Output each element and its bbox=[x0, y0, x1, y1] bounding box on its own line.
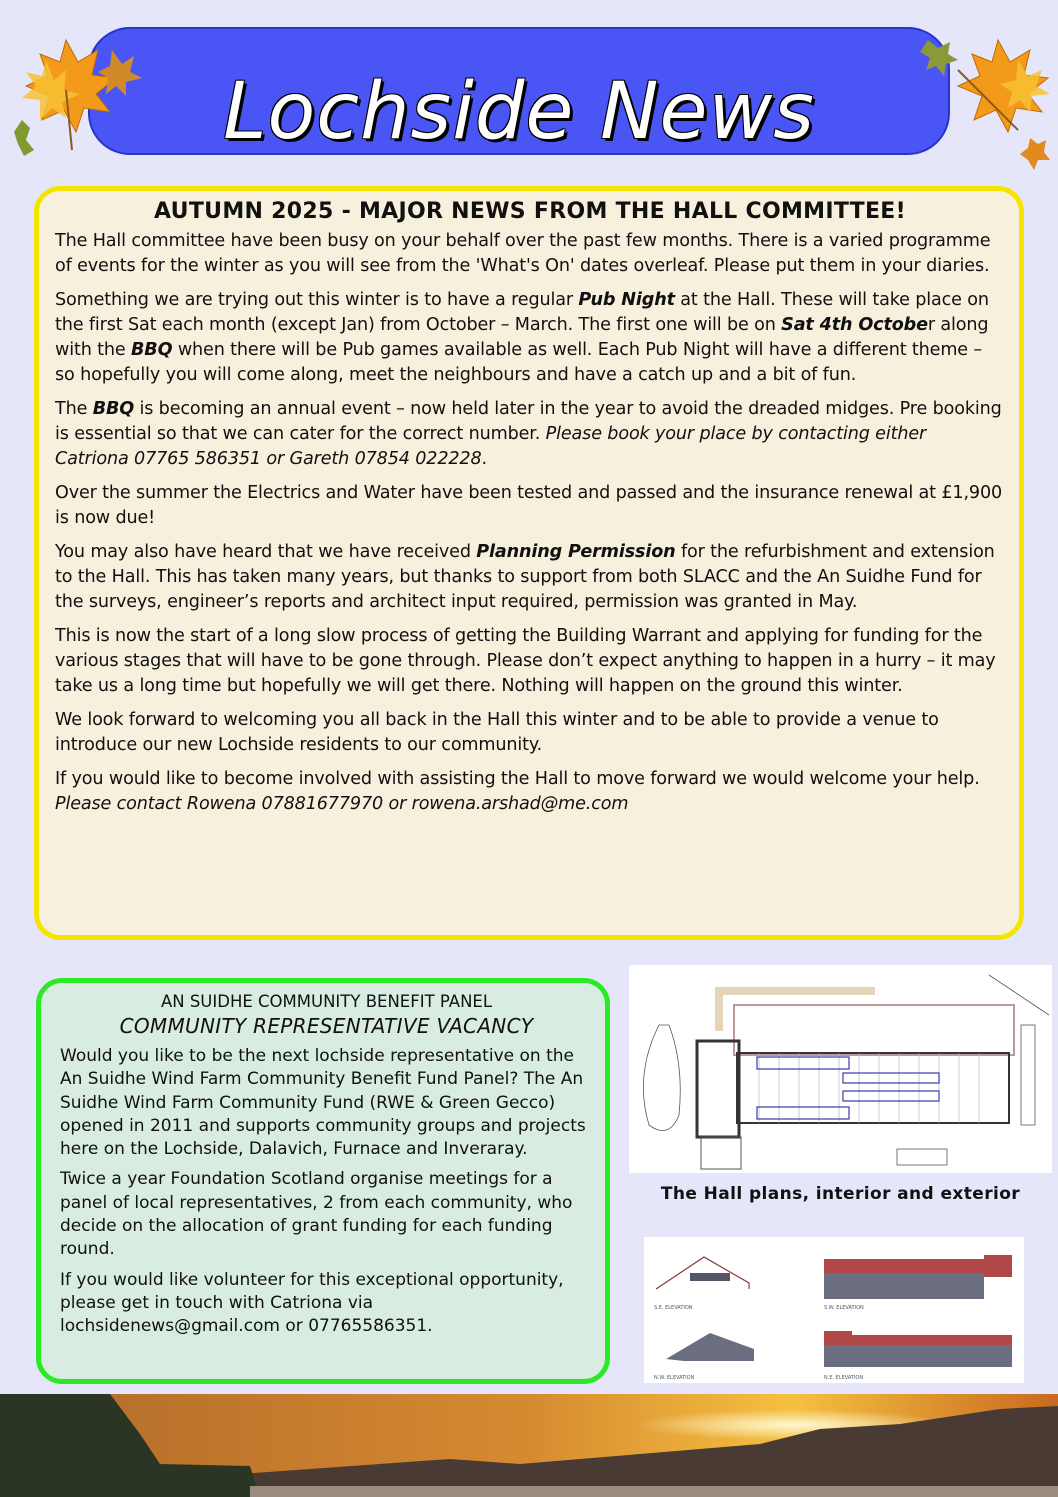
paragraph-text: Over the summer the Electrics and Water have been tested and passed and the insurance renewal at £1,900 is now due! bbox=[55, 483, 1003, 528]
paragraph-text: is becoming an annual event – now held later in the year to avoid the dreaded midges. Pre booking is essential so that we can cater for the correct number. bbox=[55, 399, 1002, 444]
paragraph-text: . bbox=[481, 449, 487, 469]
autumn-leaves-right-icon bbox=[918, 20, 1058, 170]
paragraph-text: when there will be Pub games available as well. Each Pub Night will have a different theme – so hopefully you will come along, meet the neighbours and have a catch up and a bit of fun. bbox=[55, 340, 983, 385]
article-paragraph-bbq bbox=[55, 397, 1005, 472]
paragraph-text: at the Hall. These will take place on the first Sat each month (except Jan) from October – March. The first one will be on bbox=[55, 290, 989, 335]
vacancy-title: AN SUIDHE COMMUNITY BENEFIT PANEL bbox=[160, 992, 493, 1011]
svg-text:S.W. ELEVATION: S.W. ELEVATION bbox=[824, 1305, 864, 1311]
paragraph-text: This is now the start of a long slow process of getting the Building Warrant and applying for funding for the various stages that will have to be gone through. Please don’t expect anything to happen in a hurry – it may take us a long time but hopefully we will get there. Nothing will happen on the ground this winter. bbox=[55, 626, 996, 696]
bbq-highlight: BBQ bbox=[92, 399, 135, 419]
svg-text:S.E. ELEVATION: S.E. ELEVATION bbox=[654, 1305, 693, 1311]
paragraph-text: The bbox=[55, 399, 93, 419]
planning-highlight: Planning Permission bbox=[476, 542, 676, 562]
paragraph-text: You may also have heard that we have received bbox=[55, 542, 477, 562]
paragraph-text: Something we are trying out this winter is to have a regular bbox=[55, 290, 579, 310]
paragraph-text: for the refurbishment and extension to the Hall. This has taken many years, but thanks to support from both SLACC and the An Suidhe Fund for the surveys, engineer’s reports and architect input required, permission was granted in May. bbox=[55, 542, 995, 612]
date-highlight: Sat 4th Octobe bbox=[781, 315, 928, 335]
main-article-heading: AUTUMN 2025 - MAJOR NEWS FROM THE HALL COMMITTEE! bbox=[154, 199, 906, 224]
booking-contact: Please book your place by contacting either Catriona 07765 586351 or Gareth 07854 022228 bbox=[55, 424, 927, 469]
article-paragraph bbox=[55, 708, 1005, 758]
article-paragraph bbox=[55, 624, 1005, 699]
vacancy-paragraph: Would you like to be the next lochside representative on the An Suidhe Wind Farm Community Benefit Fund Panel? The An Suidhe Wind Farm Community Fund (RWE & Green Gecco) opened in 2011 and supports community groups and projects here on the Lochside, Dalavich, Furnace and Inveraray. bbox=[60, 1046, 586, 1160]
vacancy-box bbox=[36, 978, 610, 1384]
paragraph-text: The Hall committee have been busy on your behalf over the past few months. There is a varied programme of events for the winter as you will see from the 'What's On' dates overleaf. Please put them in your diaries. bbox=[55, 231, 991, 276]
loch-sunset-photo bbox=[0, 1394, 1058, 1497]
sunset-landscape-icon bbox=[0, 1394, 1058, 1497]
article-paragraph-contact bbox=[55, 767, 1005, 817]
article-paragraph-pub-night bbox=[55, 288, 1005, 388]
paragraph-text: r along with the bbox=[55, 315, 989, 360]
article-paragraph bbox=[55, 481, 1005, 531]
pub-night-highlight: Pub Night bbox=[578, 290, 675, 310]
bbq-highlight: BBQ bbox=[131, 340, 173, 360]
plan-caption: The Hall plans, interior and exterior bbox=[660, 1184, 1021, 1204]
rowena-contact: Please contact Rowena 07881677970 or rowena.arshad@me.com bbox=[55, 794, 629, 814]
paragraph-text: If you would like to become involved with assisting the Hall to move forward we would welcome your help. bbox=[55, 769, 980, 789]
floor-plan-image bbox=[629, 965, 1052, 1173]
paragraph-text: We look forward to welcoming you all back in the Hall this winter and to be able to provide a venue to introduce our new Lochside residents to our community. bbox=[55, 710, 939, 755]
article-paragraph bbox=[55, 229, 1005, 279]
svg-text:N.E. ELEVATION: N.E. ELEVATION bbox=[824, 1375, 864, 1381]
floor-plan-drawing-icon bbox=[629, 965, 1052, 1173]
vacancy-paragraph: If you would like volunteer for this exceptional opportunity, please get in touch with Catriona via lochsidenews@gmail.com or 07765586351. bbox=[60, 1269, 564, 1337]
elevations-image bbox=[644, 1237, 1024, 1383]
vacancy-paragraph: Twice a year Foundation Scotland organise meetings for a panel of local representatives, 2 from each community, who decide on the allocation of grant funding for each funding round. bbox=[60, 1169, 573, 1260]
main-article-box bbox=[34, 186, 1024, 940]
vacancy-subtitle: COMMUNITY REPRESENTATIVE VACANCY bbox=[119, 1014, 534, 1038]
masthead-banner bbox=[88, 27, 950, 155]
autumn-leaves-left-icon bbox=[6, 20, 156, 160]
article-paragraph-planning bbox=[55, 540, 1005, 615]
elevations-drawing-icon bbox=[644, 1237, 1024, 1383]
svg-text:N.W. ELEVATION: N.W. ELEVATION bbox=[654, 1375, 695, 1381]
masthead-title: Lochside News bbox=[223, 67, 815, 157]
